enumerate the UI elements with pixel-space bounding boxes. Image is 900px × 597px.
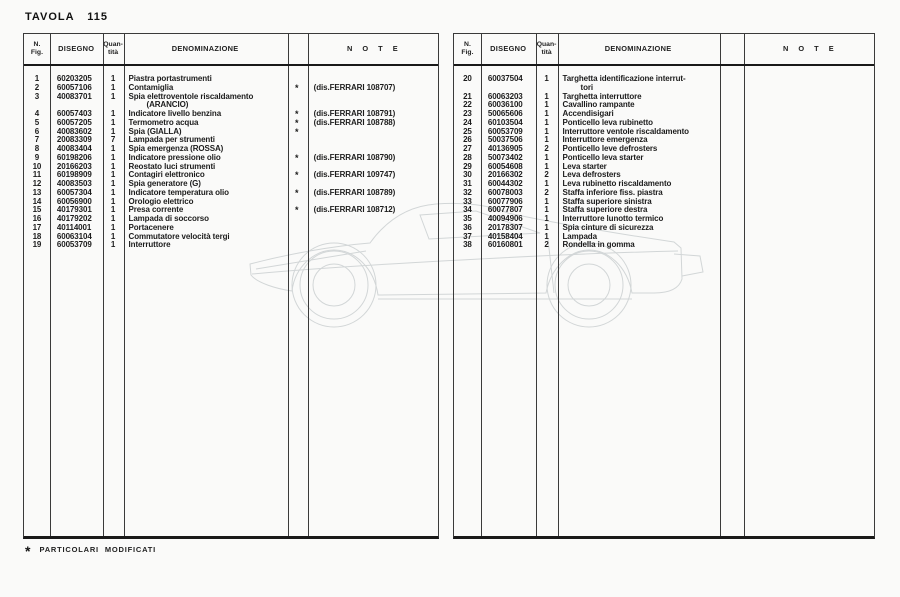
- fig-number-cell: 17: [32, 222, 42, 232]
- modified-star-cell: [287, 233, 307, 242]
- denominazione-cell: Staffa inferiore fiss. piastra: [562, 187, 663, 197]
- modified-parts-star-icon: *: [25, 542, 31, 559]
- note-cell: [307, 233, 438, 242]
- modified-star-cell: [287, 93, 307, 102]
- modified-star-cell: *: [294, 152, 299, 163]
- note-cell: [743, 233, 874, 242]
- fig-number-cell: 7: [34, 135, 40, 145]
- modified-star-cell: [719, 241, 743, 250]
- quantity-cell: 2: [544, 144, 549, 153]
- header-fig: N. Fig.: [30, 41, 43, 56]
- denominazione-cell: Ponticello leva rubinetto: [562, 117, 653, 127]
- quantity-cell: 1: [544, 161, 549, 171]
- fig-number-cell: 28: [463, 152, 472, 162]
- note-cell: [743, 224, 874, 233]
- fig-number-cell: 12: [32, 179, 42, 188]
- disegno-number-cell: 40094906: [487, 214, 523, 223]
- note-cell: (dis.FERRARI 108791): [313, 109, 396, 118]
- fig-number-cell: 26: [463, 135, 472, 145]
- note-cell: [743, 119, 874, 128]
- denominazione-cell: Leva rubinetto riscaldamento: [562, 179, 672, 188]
- denominazione-cell: tori: [580, 82, 593, 92]
- header-note: N O T E: [346, 44, 402, 54]
- modified-star-cell: [719, 180, 743, 189]
- note-cell: [743, 101, 874, 110]
- modified-star-cell: [719, 145, 743, 154]
- note-cell: [743, 154, 874, 163]
- quantity-cell: 1: [544, 100, 549, 110]
- disegno-number-cell: 50073402: [487, 152, 523, 162]
- denominazione-cell: Staffa superiore destra: [562, 205, 648, 215]
- note-cell: [307, 224, 438, 233]
- note-cell: [743, 84, 874, 93]
- denominazione-cell: Ponticello leve defrosters: [562, 144, 658, 153]
- modified-star-cell: [719, 233, 743, 242]
- quantity-cell: 1: [544, 117, 549, 127]
- note-cell: [743, 136, 874, 145]
- quantity-cell: 1: [544, 126, 549, 136]
- fig-number-cell: 21: [463, 91, 472, 101]
- denominazione-cell: Ponticello leva starter: [562, 152, 644, 162]
- quantity-cell: 2: [544, 170, 549, 180]
- table-row: [24, 241, 438, 250]
- parts-table-left: [23, 33, 439, 539]
- modified-star-cell: [287, 241, 307, 250]
- denominazione-cell: Contagiri elettronico: [128, 170, 205, 180]
- note-cell: [743, 215, 874, 224]
- denominazione-cell: Targhetta interruttore: [562, 91, 642, 101]
- table-header: [24, 34, 438, 64]
- disegno-number-cell: 60044302: [487, 179, 523, 188]
- fig-number-cell: 16: [32, 214, 42, 223]
- denominazione-cell: Interruttore: [128, 240, 171, 250]
- fig-number-cell: 13: [32, 187, 42, 197]
- quantity-cell: 1: [110, 222, 116, 232]
- fig-number-cell: 4: [34, 109, 40, 118]
- modified-star-cell: [719, 198, 743, 207]
- quantity-cell: 1: [110, 161, 116, 171]
- header-star-column: [719, 34, 743, 64]
- table-row: [24, 93, 438, 102]
- note-cell: [743, 145, 874, 154]
- note-cell: [307, 128, 438, 137]
- fig-number-cell: 35: [463, 214, 472, 223]
- fig-number-cell: 18: [32, 231, 42, 241]
- fig-number-cell: 34: [463, 205, 472, 215]
- quantity-cell: 1: [110, 126, 116, 136]
- denominazione-cell: Spia cinture di sicurezza: [562, 222, 654, 232]
- disegno-number-cell: 60037504: [487, 74, 523, 83]
- note-cell: [743, 163, 874, 172]
- modified-star-cell: *: [294, 170, 299, 181]
- fig-number-cell: 29: [463, 161, 472, 171]
- fig-number-cell: 1: [34, 74, 40, 83]
- modified-star-cell: [719, 215, 743, 224]
- fig-number-cell: 22: [463, 100, 472, 110]
- modified-star-cell: [719, 163, 743, 172]
- note-cell: (dis.FERRARI 108788): [313, 117, 396, 127]
- modified-star-cell: *: [294, 109, 299, 119]
- denominazione-cell: Piastra portastrumenti: [128, 74, 212, 83]
- quantity-cell: 1: [110, 214, 116, 223]
- note-cell: (dis.FERRARI 108707): [313, 82, 396, 92]
- modified-star-cell: *: [294, 187, 299, 198]
- modified-star-cell: *: [294, 117, 299, 128]
- denominazione-cell: Commutatore velocità tergi: [128, 231, 230, 241]
- denominazione-cell: Spia elettroventole riscaldamento: [128, 91, 254, 101]
- denominazione-cell: Contamiglia: [128, 82, 174, 92]
- disegno-number-cell: 60054608: [487, 161, 523, 171]
- denominazione-cell: Spia emergenza (ROSSA): [128, 144, 224, 153]
- denominazione-cell: Presa corrente: [128, 205, 184, 215]
- header-quantita: Quan- tità: [103, 41, 123, 56]
- note-cell: (dis.FERRARI 108712): [313, 205, 396, 215]
- modified-star-cell: [719, 206, 743, 215]
- note-cell: [743, 171, 874, 180]
- header-fig: N. Fig.: [461, 41, 474, 56]
- fig-number-cell: 3: [34, 91, 40, 101]
- fig-number-cell: 2: [34, 82, 40, 92]
- note-cell: [743, 110, 874, 119]
- disegno-number-cell: 40083701: [56, 91, 92, 101]
- note-cell: [743, 198, 874, 207]
- note-cell: [743, 180, 874, 189]
- modified-star-cell: [719, 154, 743, 163]
- quantity-cell: 1: [110, 144, 116, 153]
- modified-star-cell: [287, 215, 307, 224]
- denominazione-cell: Targhetta identificazione interrut-: [562, 74, 686, 83]
- disegno-number-cell: 20166302: [487, 170, 523, 180]
- fig-number-cell: 32: [463, 187, 472, 197]
- denominazione-cell: Indicatore pressione olio: [128, 152, 221, 162]
- modified-star-cell: [719, 224, 743, 233]
- quantity-cell: 1: [110, 74, 116, 83]
- quantity-cell: 1: [544, 74, 549, 83]
- table-row: [454, 75, 874, 84]
- fig-number-cell: 5: [34, 117, 40, 127]
- disegno-number-cell: 60063203: [487, 91, 523, 101]
- fig-number-cell: 30: [463, 170, 472, 180]
- disegno-number-cell: 40083404: [56, 144, 92, 153]
- fig-number-cell: 38: [463, 240, 472, 250]
- disegno-number-cell: 60077807: [487, 205, 523, 215]
- disegno-number-cell: 20166203: [56, 161, 92, 171]
- disegno-number-cell: 40114001: [56, 222, 92, 232]
- denominazione-cell: Staffa superiore sinistra: [562, 196, 652, 206]
- disegno-number-cell: 60203205: [56, 74, 92, 83]
- note-cell: (dis.FERRARI 108789): [313, 187, 396, 197]
- disegno-number-cell: 40136905: [487, 144, 523, 153]
- table-header: [454, 34, 874, 64]
- denominazione-cell: Orologio elettrico: [128, 196, 194, 206]
- disegno-number-cell: 50065606: [487, 109, 523, 118]
- quantity-cell: 1: [544, 91, 549, 101]
- modified-star-cell: [719, 101, 743, 110]
- modified-star-cell: [719, 171, 743, 180]
- disegno-number-cell: 40083503: [56, 179, 92, 188]
- quantity-cell: 1: [110, 240, 116, 250]
- disegno-number-cell: 60057205: [56, 117, 92, 127]
- header-disegno: DISEGNO: [490, 44, 527, 54]
- fig-number-cell: 25: [463, 126, 472, 136]
- header-note: N O T E: [782, 44, 838, 54]
- disegno-number-cell: 40179202: [56, 214, 92, 223]
- quantity-cell: 1: [544, 231, 549, 241]
- fig-number-cell: 8: [34, 144, 40, 153]
- fig-number-cell: 20: [463, 74, 472, 83]
- denominazione-cell: Leva defrosters: [562, 170, 621, 180]
- disegno-number-cell: 60077906: [487, 196, 523, 206]
- note-cell: [743, 75, 874, 84]
- note-cell: [743, 93, 874, 102]
- note-cell: [743, 189, 874, 198]
- header-denominazione: DENOMINAZIONE: [604, 44, 672, 54]
- modified-star-cell: *: [294, 126, 299, 137]
- quantity-cell: 1: [110, 82, 116, 92]
- disegno-number-cell: 60053709: [56, 240, 92, 250]
- fig-number-cell: 19: [32, 240, 42, 250]
- denominazione-cell: Lampada di soccorso: [128, 214, 209, 223]
- header-star-column: [287, 34, 307, 64]
- quantity-cell: 1: [110, 117, 116, 127]
- disegno-number-cell: 60053709: [487, 126, 523, 136]
- denominazione-cell: Interruttore ventole riscaldamento: [562, 126, 689, 136]
- disegno-number-cell: 40179301: [56, 205, 92, 215]
- modified-star-cell: [287, 224, 307, 233]
- fig-number-cell: 9: [34, 152, 40, 162]
- note-cell: [743, 128, 874, 137]
- table-rows-left: [24, 75, 438, 250]
- fig-number-cell: 24: [463, 117, 472, 127]
- disegno-number-cell: 20178307: [487, 222, 523, 232]
- modified-star-cell: [287, 136, 307, 145]
- quantity-cell: 1: [110, 231, 116, 241]
- denominazione-cell: (ARANCIO): [146, 100, 189, 110]
- denominazione-cell: Reostato luci strumenti: [128, 161, 216, 171]
- quantity-cell: 1: [544, 179, 549, 188]
- disegno-number-cell: 60198909: [56, 170, 92, 180]
- quantity-cell: 1: [110, 152, 116, 162]
- modified-star-cell: [719, 128, 743, 137]
- quantity-cell: 1: [544, 214, 549, 223]
- denominazione-cell: Lampada: [562, 231, 597, 241]
- fig-number-cell: 11: [32, 170, 42, 180]
- quantity-cell: 2: [544, 240, 549, 250]
- modified-star-cell: [719, 75, 743, 84]
- disegno-number-cell: 60063104: [56, 231, 92, 241]
- quantity-cell: 1: [544, 109, 549, 118]
- denominazione-cell: Interruttore lunotto termico: [562, 214, 664, 223]
- fig-number-cell: 10: [32, 161, 42, 171]
- fig-number-cell: 37: [463, 231, 472, 241]
- denominazione-cell: Cavallino rampante: [562, 100, 635, 110]
- denominazione-cell: Indicatore livello benzina: [128, 109, 222, 118]
- fig-number-cell: 14: [32, 196, 42, 206]
- quantity-cell: 1: [544, 222, 549, 232]
- disegno-number-cell: 60057304: [56, 187, 92, 197]
- note-cell: [743, 206, 874, 215]
- disegno-number-cell: 60057403: [56, 109, 92, 118]
- disegno-number-cell: 60160801: [487, 240, 523, 250]
- quantity-cell: 1: [110, 170, 116, 180]
- page-title: TAVOLA 115: [25, 11, 108, 23]
- denominazione-cell: Accendisigari: [562, 109, 614, 118]
- denominazione-cell: Spia (GIALLA): [128, 126, 182, 136]
- header-denominazione: DENOMINAZIONE: [171, 44, 239, 54]
- note-cell: (dis.FERRARI 108790): [313, 152, 396, 162]
- fig-number-cell: 33: [463, 196, 472, 206]
- disegno-number-cell: 60103504: [487, 117, 523, 127]
- disegno-number-cell: 50037506: [487, 135, 523, 145]
- denominazione-cell: Interruttore emergenza: [562, 135, 648, 145]
- denominazione-cell: Spia generatore (G): [128, 179, 201, 188]
- modified-star-cell: *: [294, 205, 299, 216]
- disegno-number-cell: 60078003: [487, 187, 523, 197]
- header-quantita: Quan- tità: [536, 41, 557, 56]
- header-separator: [454, 64, 874, 66]
- modified-star-cell: [719, 189, 743, 198]
- parts-table-right: [453, 33, 875, 539]
- modified-star-cell: [719, 110, 743, 119]
- fig-number-cell: 15: [32, 205, 42, 215]
- disegno-number-cell: 40158404: [487, 231, 523, 241]
- table-rows-right: [454, 75, 874, 250]
- denominazione-cell: Indicatore temperatura olio: [128, 187, 229, 197]
- fig-number-cell: 31: [463, 179, 472, 188]
- table-row: [454, 241, 874, 250]
- note-cell: [307, 136, 438, 145]
- quantity-cell: 1: [110, 187, 116, 197]
- modified-star-cell: *: [294, 82, 299, 93]
- quantity-cell: 1: [544, 152, 549, 162]
- denominazione-cell: Rondella in gomma: [562, 240, 635, 250]
- quantity-cell: 1: [544, 135, 549, 145]
- footnote: [25, 542, 157, 559]
- disegno-number-cell: 60057106: [56, 82, 92, 92]
- modified-star-cell: [719, 119, 743, 128]
- quantity-cell: 1: [544, 205, 549, 215]
- denominazione-cell: Termometro acqua: [128, 117, 199, 127]
- disegno-number-cell: 60056900: [56, 196, 92, 206]
- quantity-cell: 1: [110, 196, 116, 206]
- note-cell: [307, 93, 438, 102]
- denominazione-cell: Leva starter: [562, 161, 607, 171]
- fig-number-cell: 36: [463, 222, 472, 232]
- quantity-cell: 1: [110, 205, 116, 215]
- modified-star-cell: [719, 84, 743, 93]
- quantity-cell: 2: [544, 187, 549, 197]
- quantity-cell: 7: [110, 135, 116, 145]
- quantity-cell: 1: [110, 179, 116, 188]
- fig-number-cell: 27: [463, 144, 472, 153]
- footnote-label: PARTICOLARI MODIFICATI: [39, 544, 157, 554]
- quantity-cell: 1: [110, 91, 116, 101]
- quantity-cell: 1: [110, 109, 116, 118]
- disegno-number-cell: 40083602: [56, 126, 92, 136]
- disegno-number-cell: 60036100: [487, 100, 523, 110]
- fig-number-cell: 6: [34, 126, 40, 136]
- quantity-cell: 1: [544, 196, 549, 206]
- disegno-number-cell: 20083309: [56, 135, 92, 145]
- modified-star-cell: [719, 136, 743, 145]
- note-cell: [307, 241, 438, 250]
- header-disegno: DISEGNO: [58, 44, 95, 54]
- denominazione-cell: Lampada per strumenti: [128, 135, 215, 145]
- note-cell: [743, 241, 874, 250]
- denominazione-cell: Portacenere: [128, 222, 174, 232]
- note-cell: [307, 215, 438, 224]
- disegno-number-cell: 60198206: [56, 152, 92, 162]
- header-separator: [24, 64, 438, 66]
- fig-number-cell: 23: [463, 109, 472, 118]
- modified-star-cell: [719, 93, 743, 102]
- note-cell: (dis.FERRARI 109747): [313, 170, 396, 180]
